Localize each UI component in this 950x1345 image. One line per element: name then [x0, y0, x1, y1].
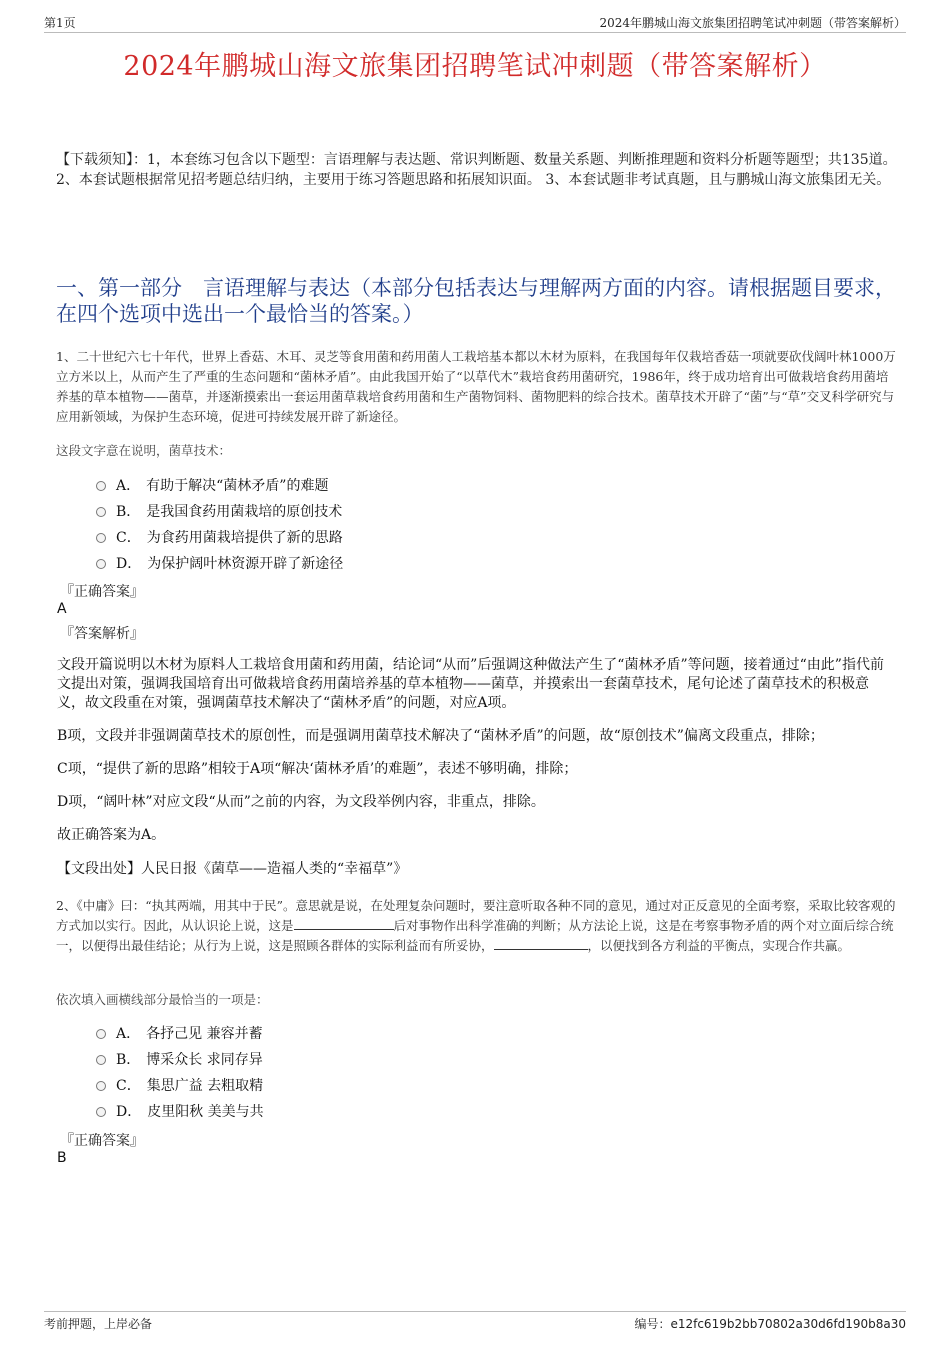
footer-code: 编号：e12fc619b2bb70802a30d6fd190b8a30 — [634, 1317, 906, 1331]
question-1-option-b[interactable]: B． 是我国食药用菌栽培的原创技术 — [96, 502, 342, 522]
radio-icon[interactable] — [96, 533, 106, 543]
question-2-answer-label: 『正确答案』 — [60, 1133, 144, 1149]
radio-icon[interactable] — [96, 1081, 106, 1091]
analysis-conclusion: 故正确答案为A。 — [57, 827, 166, 843]
header-doc-title: 2024年鹏城山海文旅集团招聘笔试冲刺题（带答案解析） — [599, 16, 906, 30]
question-1-option-a[interactable]: A． 有助于解决“菌林矛盾”的难题 — [96, 476, 328, 496]
radio-icon[interactable] — [96, 1107, 106, 1117]
page-title: 2024年鹏城山海文旅集团招聘笔试冲刺题（带答案解析） — [123, 51, 827, 82]
analysis-paragraph: D项，“阔叶林”对应文段“从而”之前的内容，为文段举例内容，非重点，排除。 — [57, 794, 545, 810]
download-notice: 【下载须知】：1，本套练习包含以下题型：言语理解与表达题、常识判断题、数量关系题、判断推理题和资料分析题等题型；共135道。 2、本套试题根据常见招考题总结归纳，主要用于练习答题思路和拓展知识面。 3、本套试题非考试真题，且与鹏城山海文旅集团无关。 — [56, 152, 897, 188]
fill-blank-2 — [494, 937, 588, 950]
question-1-prompt: 这段文字意在说明，菌草技术： — [56, 443, 232, 458]
radio-icon[interactable] — [96, 1029, 106, 1039]
radio-icon[interactable] — [96, 507, 106, 517]
question-1-analysis-label: 『答案解析』 — [60, 626, 144, 642]
analysis-paragraph: 文段开篇说明以木材为原料人工栽培食用菌和药用菌，结论词“从而”后强调这种做法产生了“菌林矛盾”等问题，接着通过“由此”指代前文提出对策，强调我国培育出可做栽培食药用菌培养基的草本植物——菌草，并摸索出一套菌草技术，尾句论述了菌草技术的积极意义，故文段重在对策，强调菌草技术解决了“菌林矛盾”的问题，对应A项。 — [57, 657, 884, 711]
question-2-option-b[interactable]: B． 博采众长 求同存异 — [96, 1050, 263, 1070]
analysis-paragraph: C项，“提供了新的思路”相较于A项“解决‘菌林矛盾’的难题”，表述不够明确，排除； — [57, 761, 578, 777]
question-2-stem: 2、《中庸》曰：“执其两端，用其中于民”。意思就是说，在处理复杂问题时，要注意听取各种不同的意见，通过对正反意见的全面考察，采取比较客观的方式加以实行。因此，从认识论上说，这是 后对事物作出科学准确的判断；从方法论上说，这是在考察事物矛盾的两个对立面后综合统一，以便得出最佳结论；从行为上说，这是照顾各群体的实际利益而有所妥协， ，以便找到各方利益的平衡点，实现合作共赢。 — [56, 898, 896, 953]
page-header — [44, 14, 906, 34]
analysis-source: 【文段出处】人民日报《菌草——造福人类的“幸福草”》 — [57, 861, 408, 877]
radio-icon[interactable] — [96, 559, 106, 569]
question-1-stem: 1、二十世纪六七十年代，世界上香菇、木耳、灵芝等食用菌和药用菌人工栽培基本都以木材为原料，在我国每年仅栽培香菇一项就要砍伐阔叶林1000万立方米以上，从而产生了严重的生态问题和“菌林矛盾”。由此我国开始了“以草代木”栽培食药用菌研究，1986年，终于成功培育出可做栽培食药用菌培养基的草本植物——菌草，并逐渐摸索出一套运用菌草栽培食药用菌和生产菌物饲料、菌物肥料的综合技术。菌草技术开辟了“菌”与“草”交叉科学研究与应用新领域，为保护生态环境，促进可持续发展开辟了新途径。 — [56, 349, 896, 424]
analysis-paragraph: B项，文段并非强调菌草技术的原创性，而是强调用菌草技术解决了“菌林矛盾”的问题，故“原创技术”偏离文段重点，排除； — [57, 728, 824, 744]
footer-slogan: 考前押题，上岸必备 — [44, 1317, 153, 1331]
question-1-answer-label: 『正确答案』 — [60, 584, 144, 600]
page-number: 第1页 — [44, 16, 76, 30]
page-footer — [44, 1315, 906, 1333]
fill-blank-1 — [294, 917, 394, 930]
footer-divider — [44, 1311, 906, 1312]
header-divider — [44, 32, 906, 33]
radio-icon[interactable] — [96, 1055, 106, 1065]
radio-icon[interactable] — [96, 481, 106, 491]
question-2-option-c[interactable]: C． 集思广益 去粗取精 — [96, 1076, 263, 1096]
question-2-option-d[interactable]: D． 皮里阳秋 美美与共 — [96, 1102, 264, 1122]
section-heading: 一、第一部分 言语理解与表达（本部分包括表达与理解两方面的内容。请根据题目要求，在四个选项中选出一个最恰当的答案。） — [56, 276, 896, 326]
question-1-option-d[interactable]: D． 为保护阔叶林资源开辟了新途径 — [96, 554, 343, 574]
question-2-option-a[interactable]: A． 各抒己见 兼容并蓄 — [96, 1024, 263, 1044]
question-2-answer: B — [57, 1150, 67, 1166]
question-2-prompt: 依次填入画横线部分最恰当的一项是： — [56, 992, 269, 1007]
question-1-option-c[interactable]: C． 为食药用菌栽培提供了新的思路 — [96, 528, 343, 548]
question-1-answer: A — [57, 601, 67, 617]
